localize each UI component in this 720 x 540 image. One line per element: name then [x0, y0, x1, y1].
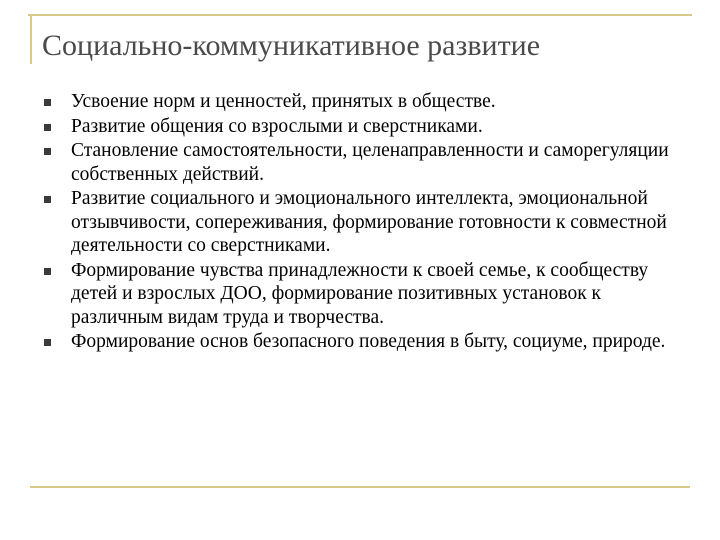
list-item — [44, 259, 684, 330]
square-bullet-icon — [44, 148, 51, 155]
square-bullet-icon — [44, 99, 51, 106]
list-item — [44, 187, 684, 258]
square-bullet-icon — [44, 196, 51, 203]
list-item — [44, 115, 684, 139]
bullet-list — [44, 90, 684, 355]
list-item-text: Развитие социального и эмоционального интеллекта, эмоциональной отзывчивости, сопереживания, формирование готовности к совместной деятельности со сверстниками. — [71, 188, 667, 256]
list-item — [44, 330, 684, 354]
slide-title: Социально-коммуникативное развитие — [42, 29, 541, 62]
square-bullet-icon — [44, 124, 51, 131]
top-divider — [28, 14, 692, 16]
list-item-text: Формирование чувства принадлежности к своей семье, к сообществу детей и взрослых ДОО, формирование позитивных установок к различным видам труда и творчества. — [71, 259, 649, 328]
list-item-text: Развитие общения со взрослыми и сверстниками. — [71, 115, 483, 137]
list-item-text: Формирование основ безопасного поведения в быту, социуме, природе. — [71, 331, 666, 352]
list-item — [44, 139, 684, 186]
square-bullet-icon — [44, 339, 51, 346]
bottom-divider — [30, 486, 690, 488]
list-item-text: Становление самостоятельности, целенаправленности и саморегуляции собственных действий. — [71, 140, 669, 185]
list-item — [44, 90, 684, 114]
list-item-text: Усвоение норм и ценностей, принятых в обществе. — [71, 91, 496, 112]
left-divider — [30, 14, 32, 64]
square-bullet-icon — [44, 268, 51, 275]
